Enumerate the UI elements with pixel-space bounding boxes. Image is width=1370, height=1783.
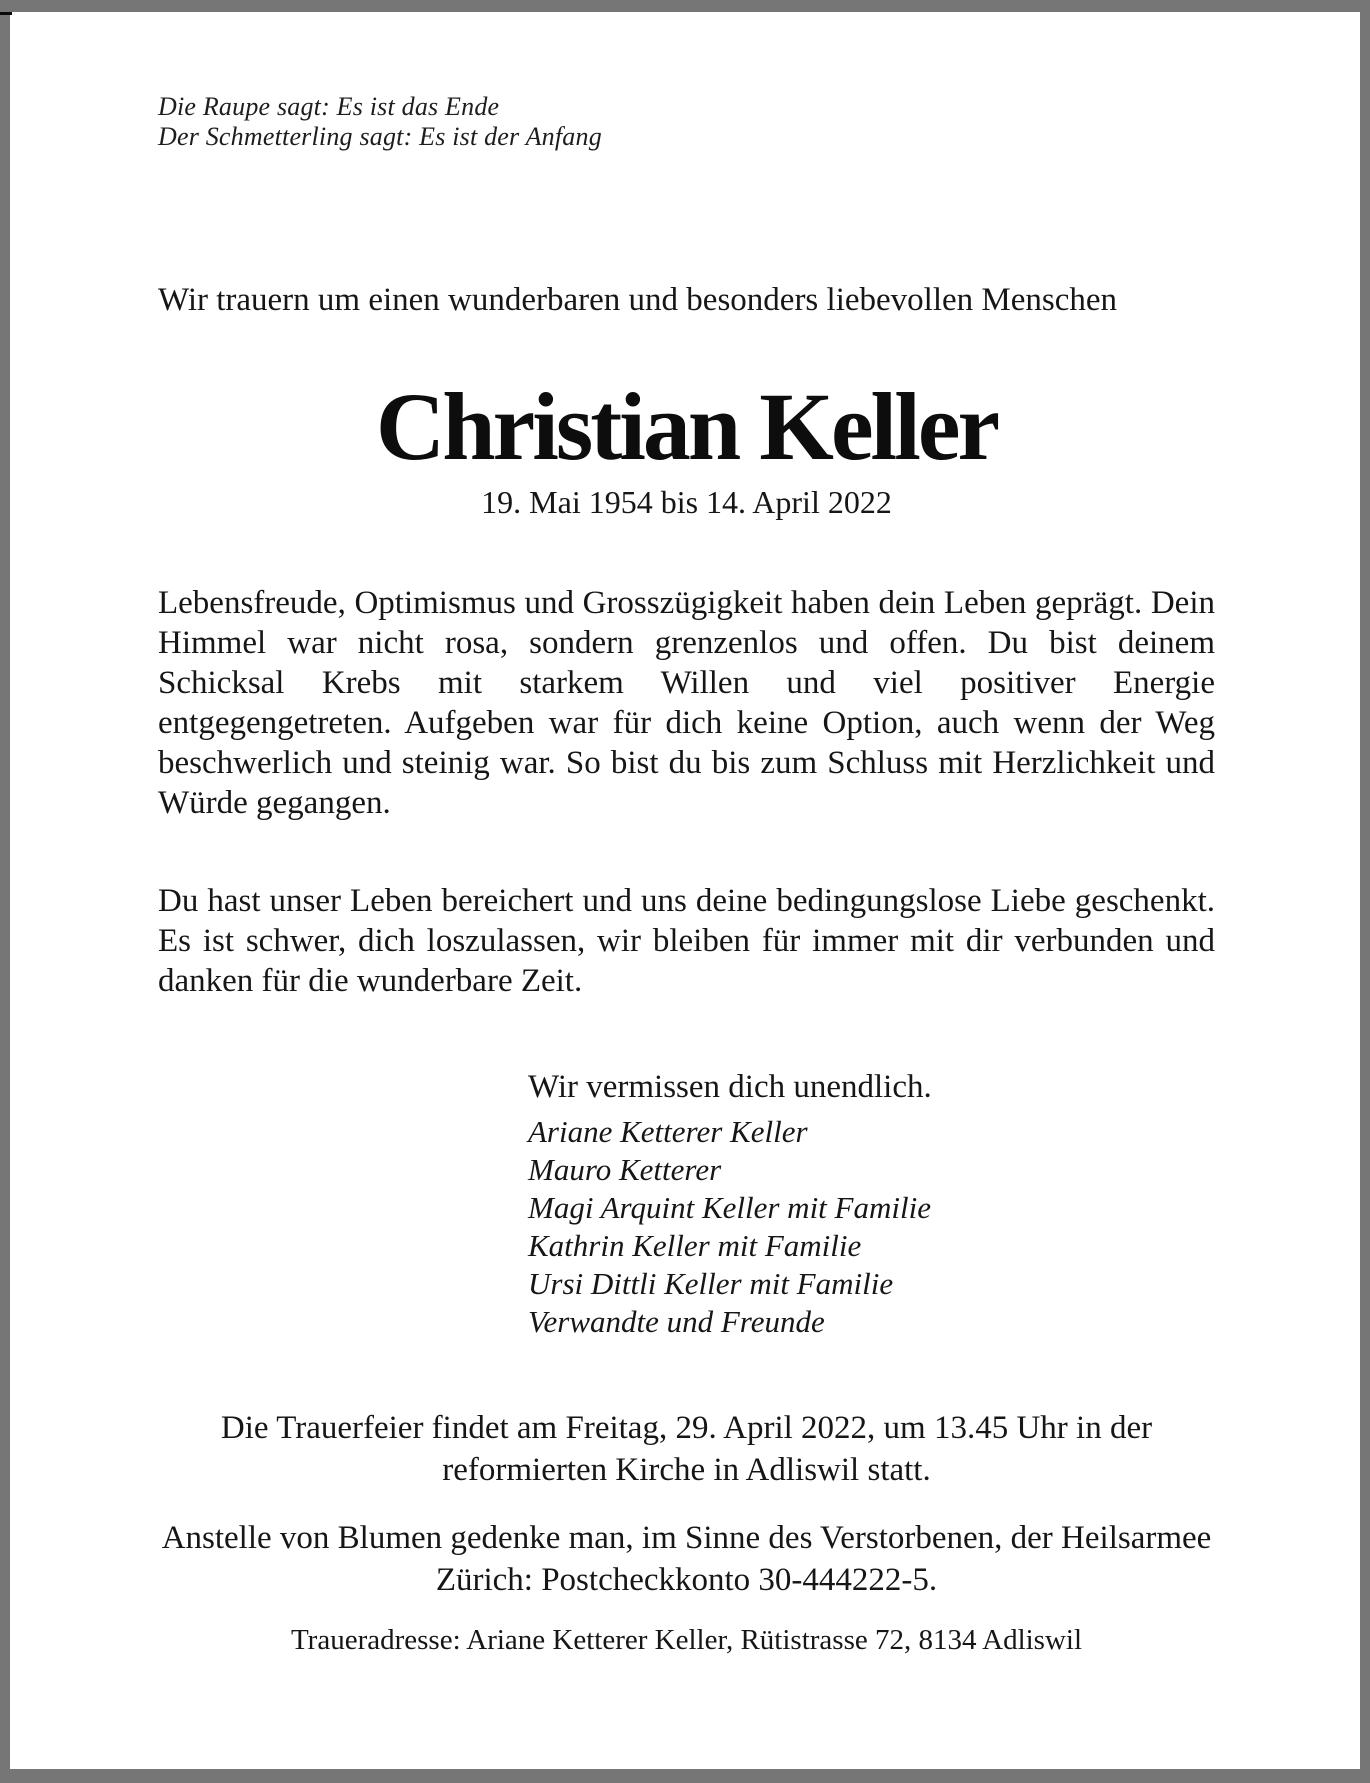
mourner-line: Ursi Dittli Keller mit Familie <box>528 1266 894 1301</box>
mourning-address: Traueradresse: Ariane Ketterer Keller, Rütistrasse 72, 8134 Adliswil <box>290 1624 1083 1656</box>
deceased-name: Christian Keller <box>375 373 998 480</box>
closing-line: Wir vermissen dich unendlich. <box>528 1069 932 1105</box>
intro-paragraph: Wir trauern um einen wunderbaren und besonders liebevollen Menschen <box>158 282 1118 318</box>
scan-edge-artifact <box>0 12 12 15</box>
donation-info: Anstelle von Blumen gedenke man, im Sinne des Verstorbenen, der Heilsarmee Zürich: Postcheckkonto 30-444222-5. <box>161 1520 1212 1598</box>
epigraph-line-2: Der Schmetterling sagt: Es ist der Anfang <box>158 122 602 151</box>
obituary-sheet <box>10 12 1360 1769</box>
epigraph <box>158 92 1215 152</box>
mourner-line: Magi Arquint Keller mit Familie <box>528 1190 931 1225</box>
service-info: Die Trauerfeier findet am Freitag, 29. April 2022, um 13.45 Uhr in der reformierten Kirche in Adliswil statt. <box>220 1410 1153 1488</box>
mourners-list <box>528 1113 1215 1341</box>
life-dates: 19. Mai 1954 bis 14. April 2022 <box>481 484 892 520</box>
tribute-paragraph-1: Lebensfreude, Optimismus und Grosszügigkeit haben dein Leben geprägt. Dein Himmel war nicht rosa, sondern grenzenlos und offen. Du bist deinem Schicksal Krebs mit starkem Willen und viel positiver Energie entgegengetreten. Aufgeben war für dich keine Option, auch wenn der Weg beschwerlich und steinig war. So bist du bis zum Schluss mit Herzlichkeit und Würde gegangen. <box>158 585 1215 821</box>
mourner-line: Mauro Ketterer <box>528 1152 722 1187</box>
mourner-line: Kathrin Keller mit Familie <box>528 1228 862 1263</box>
mourner-line: Ariane Ketterer Keller <box>528 1114 808 1149</box>
tribute-paragraph-2: Du hast unser Leben bereichert und uns deine bedingungslose Liebe geschenkt. Es ist schwer, dich loszulassen, wir bleiben für immer mit dir verbunden und danken für die wunderbare Zeit. <box>158 883 1215 999</box>
epigraph-line-1: Die Raupe sagt: Es ist das Ende <box>158 92 500 121</box>
obituary-content <box>10 92 1360 1657</box>
mourner-line: Verwandte und Freunde <box>528 1304 825 1339</box>
